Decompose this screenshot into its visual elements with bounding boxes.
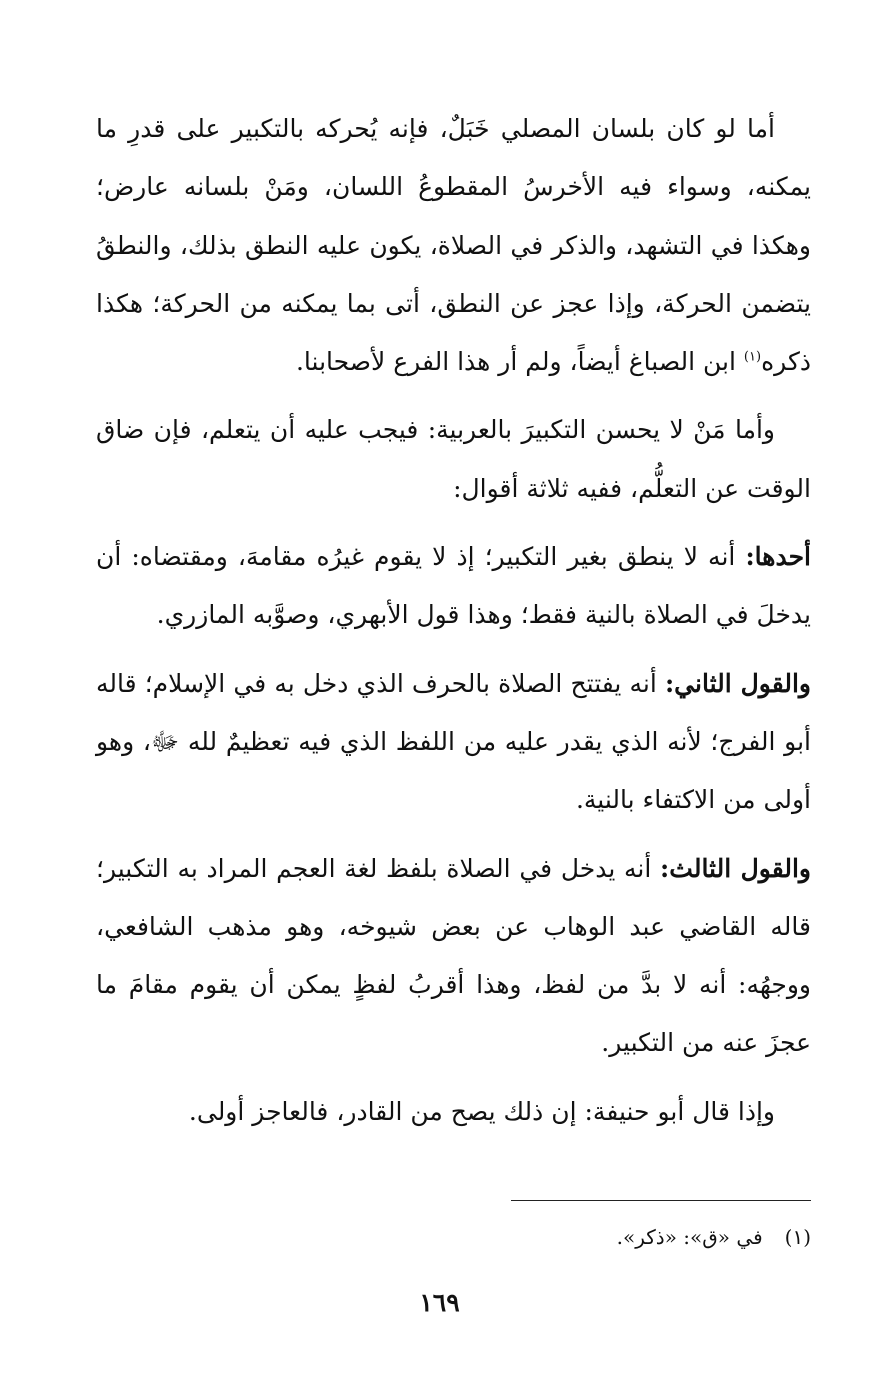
paragraph-1 (96, 100, 811, 391)
paragraph-3 (96, 528, 811, 645)
footnote-text: في «ق»: «ذكر». (616, 1225, 763, 1249)
paragraph-5-text: أنه يدخل في الصلاة بلفظ لغة العجم المراد به التكبير؛ قاله القاضي عبد الوهاب عن بعض شيوخه، وهو مذهب الشافعي، ووجهُه: أنه لا بدَّ من لفظ، وهذا أقربُ لفظٍ يمكن أن يقوم مقامَ ما عجزَ عنه من التكبير. (96, 853, 812, 1058)
paragraph-6-text: وإذا قال أبو حنيفة: إن ذلك يصح من القادر، فالعاجز أولى. (188, 1096, 775, 1126)
paragraph-4-lead: والقول الثاني: (664, 668, 811, 698)
paragraph-4 (96, 655, 811, 830)
footnote-reference[interactable]: (١) (743, 349, 762, 365)
paragraph-6 (96, 1083, 811, 1141)
paragraph-1-text-after: ابن الصباغ أيضاً، ولم أر هذا الفرع لأصحابنا. (295, 347, 744, 377)
paragraph-3-text: أنه لا ينطق بغير التكبير؛ إذ لا يقوم غيرُه مقامهَ، ومقتضاه: أن يدخلَ في الصلاة بالنية فقط؛ وهذا قول الأبهري، وصوَّبه المازري. (96, 542, 811, 630)
paragraph-2 (96, 401, 811, 518)
footnote (96, 1222, 811, 1252)
footnote-number: (١) (784, 1225, 811, 1249)
page-number: ١٦٩ (419, 1288, 460, 1317)
paragraph-5 (96, 840, 811, 1073)
paragraph-4-text: أنه يفتتح الصلاة بالحرف الذي دخل به في الإسلام؛ قاله أبو الفرج؛ لأنه الذي يقدر عليه من اللفظ الذي فيه تعظيمٌ لله ﷻ، وهو أولى من الاكتفاء بالنية. (96, 668, 811, 815)
paragraph-1-text-before: أما لو كان بلسان المصلي خَبَلٌ، فإنه يُحركه بالتكبير على قدرِ ما يمكنه، وسواء فيه الأخرسُ المقطوعُ اللسان، ومَنْ بلسانه عارض؛ وهكذا في التشهد، والذكر في الصلاة، يكون عليه النطق بذلك، والنطقُ يتضمن الحركة، وإذا عجز عن النطق، أتى بما يمكنه من الحركة؛ هكذا ذكره (96, 114, 811, 377)
body-text (96, 100, 811, 1141)
paragraph-5-lead: والقول الثالث: (660, 853, 811, 883)
footnote-divider (511, 1200, 811, 1201)
paragraph-2-text: وأما مَنْ لا يحسن التكبيرَ بالعربية: فيجب عليه أن يتعلم، فإن ضاق الوقت عن التعلُّم، ففيه ثلاثة أقوال: (96, 415, 811, 503)
paragraph-3-lead: أحدها: (745, 542, 811, 572)
